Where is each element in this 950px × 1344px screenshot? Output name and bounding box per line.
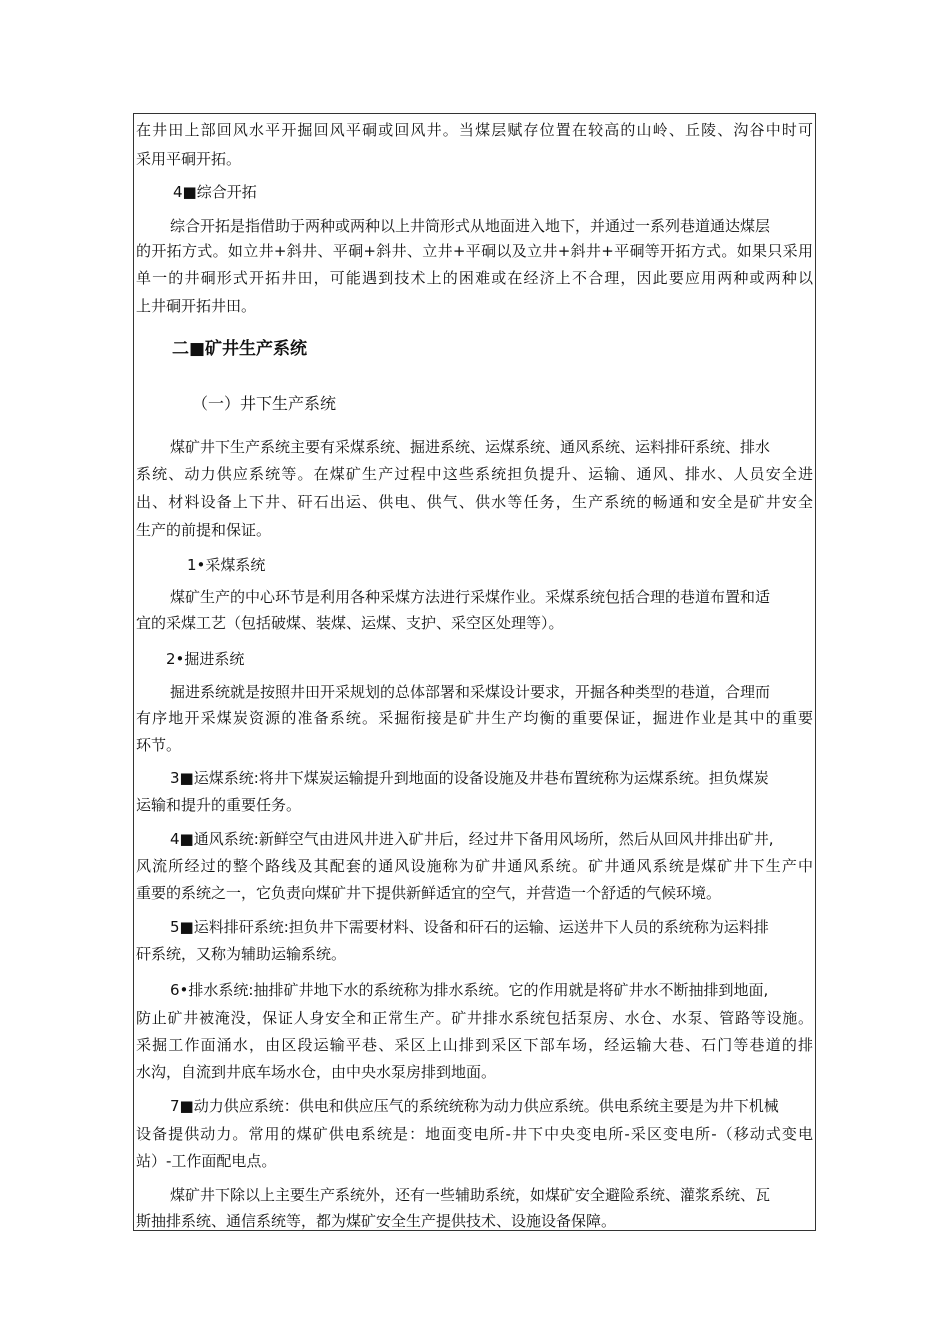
section-heading-4: 4■综合开拓 [173,183,257,201]
item-heading-1: 1•采煤系统 [187,556,266,574]
text-line: 设备提供动力。常用的煤矿供电系统是：地面变电所-井下中央变电所-采区变电所-（移动式变电 [136,1125,813,1143]
text-line: 系统、动力供应系统等。在煤矿生产过程中这些系统担负提升、运输、通风、排水、人员安全进 [136,465,813,483]
text-line: 煤矿井下除以上主要生产系统外，还有一些辅助系统，如煤矿安全避险系统、灌浆系统、瓦 [170,1186,771,1204]
text-line: 3■运煤系统:将井下煤炭运输提升到地面的设备设施及井巷布置统称为运煤系统。担负煤炭 [170,769,769,787]
item-heading-2: 2•掘进系统 [166,650,245,668]
text-line: 7■动力供应系统：供电和供应压气的系统统称为动力供应系统。供电系统主要是为井下机械 [170,1097,779,1115]
chapter-heading: 二■矿井生产系统 [172,339,308,359]
text-line: 斯抽排系统、通信系统等，都为煤矿安全生产提供技术、设施设备保障。 [136,1212,617,1230]
text-line: 水沟，自流到井底车场水仓，由中央水泵房排到地面。 [136,1063,497,1081]
text-line: 风流所经过的整个路线及其配套的通风设施称为矿井通风系统。矿井通风系统是煤矿井下生产中 [136,857,813,875]
text-line: 生产的前提和保证。 [136,521,272,539]
text-line: 掘进系统就是按照井田开采规划的总体部署和采煤设计要求，开掘各种类型的巷道，合理而 [170,683,771,701]
text-line: 站）-工作面配电点。 [136,1152,277,1170]
text-line: 5■运料排矸系统:担负井下需要材料、设备和矸石的运输、运送井下人员的系统称为运料排 [170,918,769,936]
text-line: 出、材料设备上下井、矸石出运、供电、供气、供水等任务，生产系统的畅通和安全是矿井安全 [136,493,813,511]
text-line: 煤矿生产的中心环节是利用各种采煤方法进行采煤作业。采煤系统包括合理的巷道布置和适 [170,588,771,606]
text-line: 重要的系统之一，它负责向煤矿井下提供新鲜适宜的空气，并营造一个舒适的气候环境。 [136,884,722,902]
text-line: 宜的采煤工艺（包括破煤、装煤、运煤、支护、采空区处理等）。 [136,614,564,632]
text-line: 综合开拓是指借助于两种或两种以上井筒形式从地面进入地下，并通过一系列巷道通达煤层 [170,217,771,235]
text-line: 4■通风系统:新鲜空气由进风井进入矿井后，经过井下备用风场所，然后从回风井排出矿井, [170,830,774,848]
text-line: 6•排水系统:抽排矿井地下水的系统称为排水系统。它的作用就是将矿井水不断抽排到地面, [170,981,769,999]
text-line: 采掘工作面涌水，由区段运输平巷、采区上山排到采区下部车场，经运输大巷、石门等巷道的排 [136,1036,813,1054]
text-line: 煤矿井下生产系统主要有采煤系统、掘进系统、运煤系统、通风系统、运料排矸系统、排水 [170,438,771,456]
text-line: 运输和提升的重要任务。 [136,796,302,814]
text-line: 单一的井硐形式开拓井田，可能遇到技术上的困难或在经济上不合理，因此要应用两种或两种以 [136,269,813,287]
subsection-heading: （一）井下生产系统 [192,394,337,413]
text-line: 矸系统，又称为辅助运输系统。 [136,945,347,963]
text-line: 上井硐开拓井田。 [136,297,257,315]
text-line: 环节。 [136,736,182,754]
text-line: 在井田上部回风水平开掘回风平硐或回风井。当煤层赋存位置在较高的山岭、丘陵、沟谷中时可 [136,121,813,139]
text-line: 采用平硐开拓。 [136,150,242,168]
text-line: 的开拓方式。如立井+斜井、平硐+斜井、立井+平硐以及立井+斜井+平硐等开拓方式。如果只采用 [136,242,813,260]
text-line: 有序地开采煤炭资源的准备系统。采掘衔接是矿井生产均衡的重要保证，掘进作业是其中的重要 [136,709,813,727]
text-line: 防止矿井被淹没，保证人身安全和正常生产。矿井排水系统包括泵房、水仓、水泵、管路等设施。 [136,1009,813,1027]
